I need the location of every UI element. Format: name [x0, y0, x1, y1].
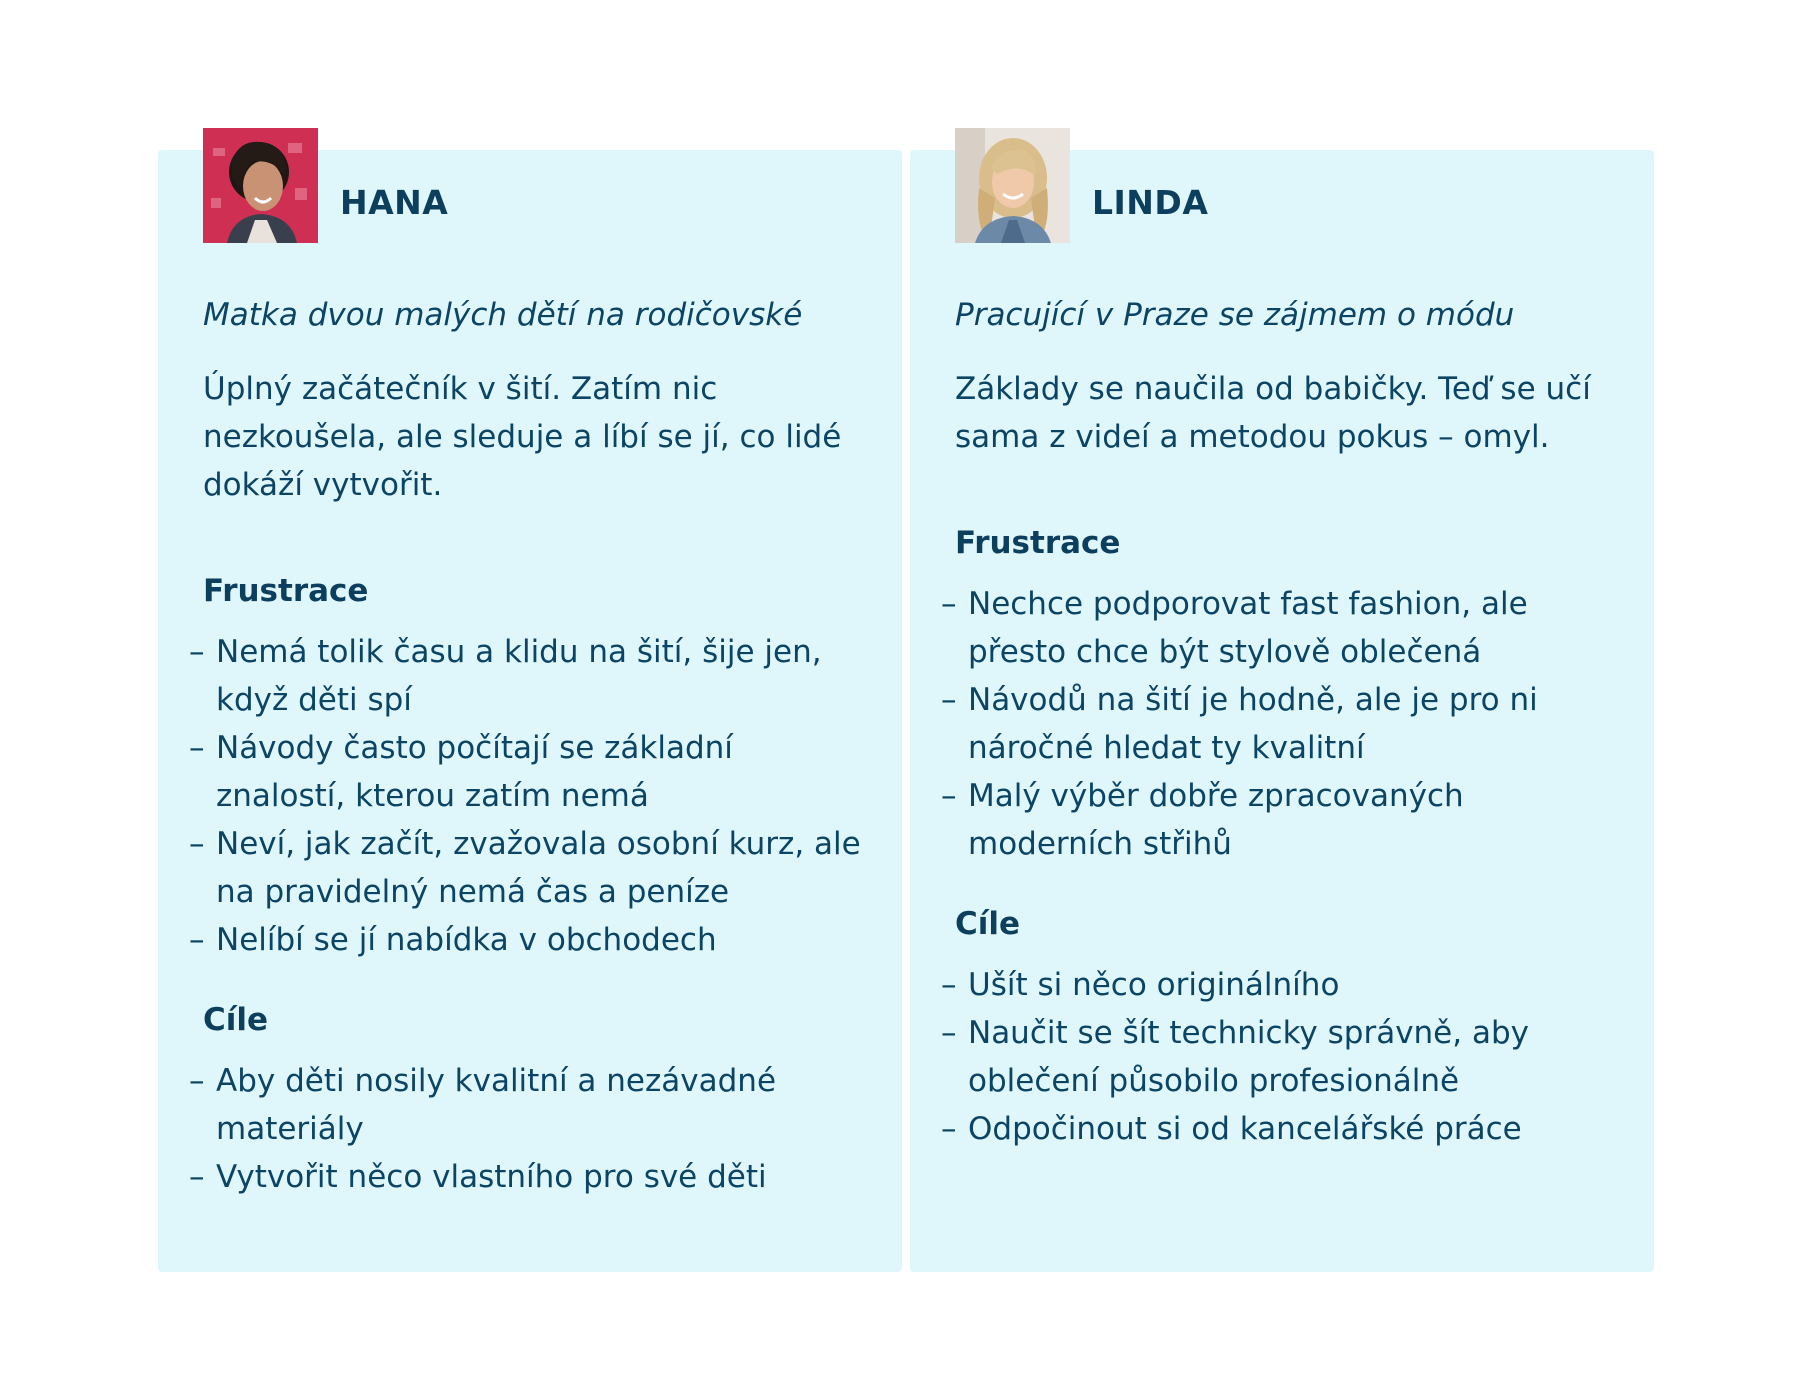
persona-description: Základy se naučila od babičky. Teď se učí sama z videí a metodou pokus – omyl. [955, 371, 1591, 455]
goals-heading: Cíle [955, 906, 1021, 942]
list-item [189, 916, 862, 964]
list-dash: – [941, 1111, 957, 1147]
persona-card-linda [910, 150, 1654, 1272]
list-item [941, 676, 1614, 772]
list-item-text: Ušít si něco originálního [968, 967, 1340, 1003]
list-item [941, 961, 1614, 1009]
list-item [189, 820, 862, 916]
persona-content [189, 291, 862, 1201]
list-item-text: Malý výběr dobře zpracovaných moderních střihů [968, 778, 1464, 862]
frustrations-heading: Frustrace [955, 525, 1121, 561]
list-dash: – [189, 1063, 205, 1099]
frustrations-heading: Frustrace [203, 573, 369, 609]
list-dash: – [941, 682, 957, 718]
persona-name: LINDA [1092, 183, 1209, 222]
goals-heading: Cíle [203, 1002, 269, 1038]
list-item-text: Návody často počítají se základní znalostí, kterou zatím nemá [216, 730, 733, 814]
list-item-text: Aby děti nosily kvalitní a nezávadné materiály [216, 1063, 777, 1147]
list-dash: – [941, 778, 957, 814]
list-item [941, 580, 1614, 676]
frustrations-list [941, 580, 1614, 868]
list-item [941, 1105, 1614, 1153]
list-dash: – [941, 586, 957, 622]
list-dash: – [189, 922, 205, 958]
list-item [941, 772, 1614, 868]
list-item [189, 628, 862, 724]
list-dash: – [941, 1015, 957, 1051]
frustrations-list [189, 628, 862, 964]
list-item-text: Nechce podporovat fast fashion, ale přesto chce být stylově oblečená [968, 586, 1528, 670]
persona-subtitle: Matka dvou malých dětí na rodičovské [203, 297, 803, 333]
list-dash: – [189, 826, 205, 862]
list-dash: – [189, 634, 205, 670]
persona-content [941, 291, 1614, 1153]
list-item-text: Neví, jak začít, zvažovala osobní kurz, ale na pravidelný nemá čas a peníze [216, 826, 861, 910]
list-dash: – [941, 967, 957, 1003]
list-item-text: Vytvořit něco vlastního pro své děti [216, 1159, 767, 1195]
goals-list [941, 961, 1614, 1153]
avatar-hana [203, 128, 318, 243]
list-dash: – [189, 1159, 205, 1195]
list-item [189, 1153, 862, 1201]
list-item [189, 724, 862, 820]
avatar-linda [955, 128, 1070, 243]
persona-description: Úplný začátečník v šití. Zatím nic nezkoušela, ale sleduje a líbí se jí, co lidé dokáží vytvořit. [203, 371, 842, 503]
persona-card-hana [158, 150, 902, 1272]
list-dash: – [189, 730, 205, 766]
list-item-text: Nelíbí se jí nabídka v obchodech [216, 922, 717, 958]
list-item-text: Návodů na šití je hodně, ale je pro ni náročné hledat ty kvalitní [968, 682, 1538, 766]
list-item [941, 1009, 1614, 1105]
persona-name: HANA [340, 183, 449, 222]
list-item-text: Nemá tolik času a klidu na šití, šije jen, když děti spí [216, 634, 822, 718]
list-item [189, 1057, 862, 1153]
list-item-text: Odpočinout si od kancelářské práce [968, 1111, 1522, 1147]
goals-list [189, 1057, 862, 1201]
persona-subtitle: Pracující v Praze se zájmem o módu [955, 297, 1515, 333]
list-item-text: Naučit se šít technicky správně, aby oblečení působilo profesionálně [968, 1015, 1529, 1099]
